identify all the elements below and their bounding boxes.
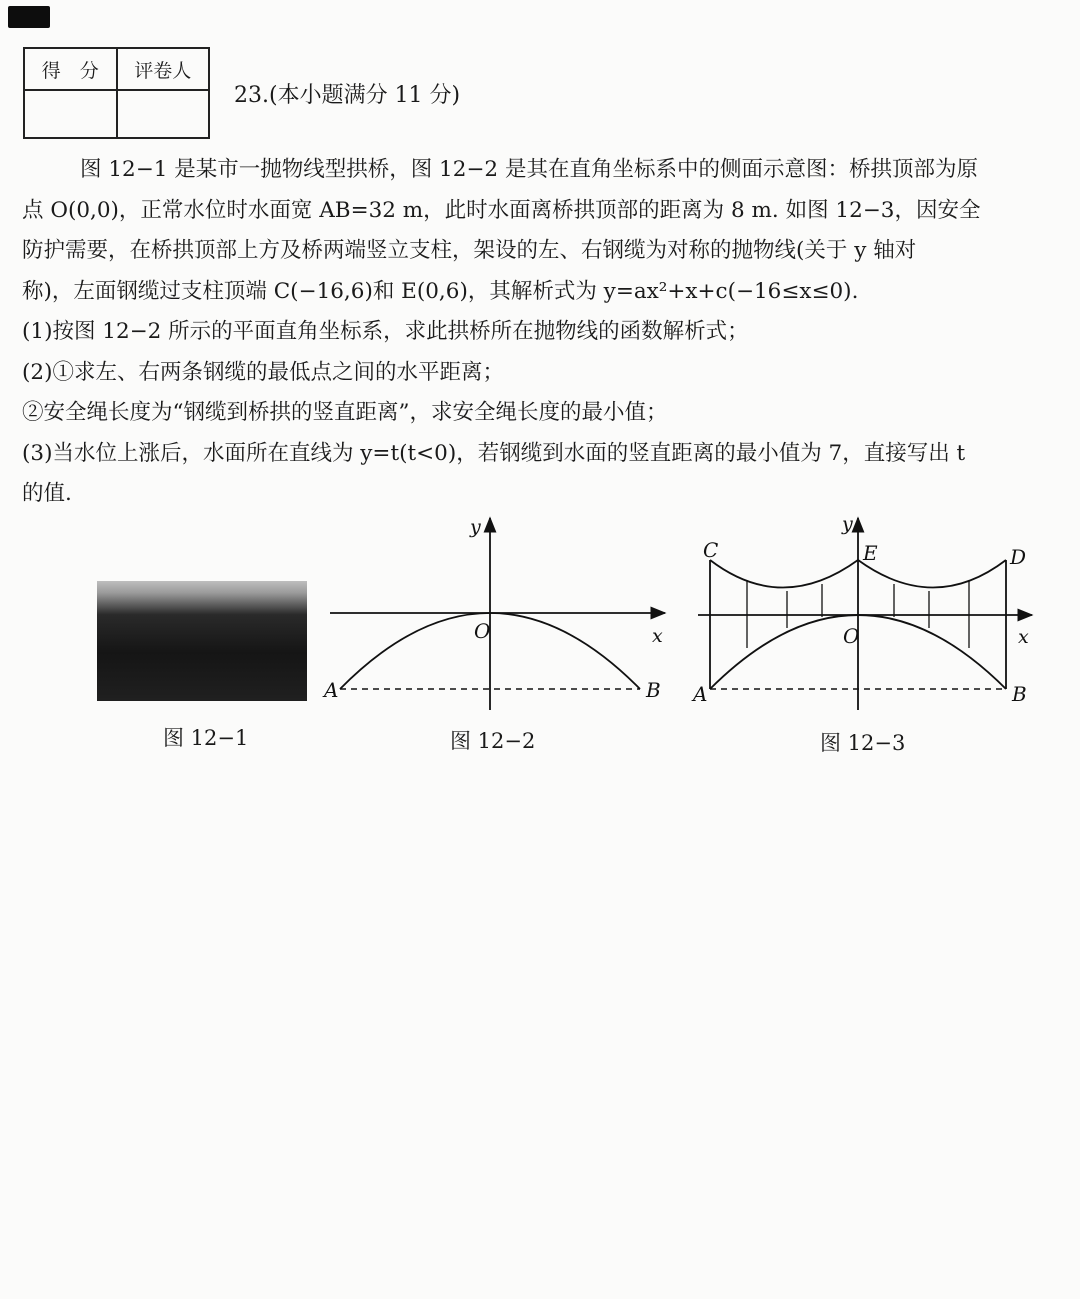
redacted-block xyxy=(8,6,50,28)
score-header-grader: 评卷人 xyxy=(117,48,210,90)
stem-line: 点 O(0,0)，正常水位时水面宽 AB=32 m，此时水面离桥拱顶部的距离为 8 m. 如图 12−3，因安全 xyxy=(22,197,981,223)
score-cell-grader xyxy=(117,90,210,138)
fig3-point-A: A xyxy=(693,682,708,706)
score-header-points: 得 分 xyxy=(24,48,117,90)
question-heading: 23.(本小题满分 11 分) xyxy=(234,83,461,108)
fig2-caption: 图 12−2 xyxy=(450,729,536,753)
fig3-point-E: E xyxy=(863,541,878,565)
part-2-1: (2)①求左、右两条钢缆的最低点之间的水平距离； xyxy=(22,359,504,385)
fig3-point-D: D xyxy=(1010,545,1027,569)
fig3-y-label: y xyxy=(842,513,853,535)
part-3: (3)当水位上涨后，水面所在直线为 y=t(t<0)，若钢缆到水面的竖直距离的最小值为 7，直接写出 t xyxy=(22,440,966,466)
stem-line: 防护需要，在桥拱顶部上方及桥两端竖立支柱，架设的左、右钢缆为对称的抛物线(关于 y 轴对 xyxy=(22,238,917,263)
fig3-caption: 图 12−3 xyxy=(820,731,906,755)
score-cell-points xyxy=(24,90,117,138)
fig2-point-A: A xyxy=(324,678,339,702)
stem-line: 图 12−1 是某市一抛物线型拱桥，图 12−2 是其在直角坐标系中的侧面示意图：桥拱顶部为原 xyxy=(80,157,978,182)
fig2-y-label: y xyxy=(470,516,481,538)
fig3-point-B: B xyxy=(1012,682,1027,706)
part-1: (1)按图 12−2 所示的平面直角坐标系，求此拱桥所在抛物线的函数解析式； xyxy=(22,319,749,344)
figures-svg xyxy=(0,500,1080,720)
fig1-caption: 图 12−1 xyxy=(163,726,249,750)
fig2-diagram xyxy=(330,518,665,710)
fig2-origin-label: O xyxy=(474,619,491,643)
fig2-point-B: B xyxy=(646,678,661,702)
question-body xyxy=(22,150,1032,515)
fig3-x-label: x xyxy=(1018,626,1029,648)
part-3-cont: 的值. xyxy=(22,481,72,506)
score-table xyxy=(23,47,210,139)
fig3-right-cable xyxy=(858,560,1006,588)
stem-line: 称)，左面钢缆过支柱顶端 C(−16,6)和 E(0,6)，其解析式为 y=ax²+x+c(−16≤x≤0). xyxy=(22,278,859,304)
fig3-point-C: C xyxy=(703,538,719,562)
part-2-2: ②安全绳长度为“钢缆到桥拱的竖直距离”，求安全绳长度的最小值； xyxy=(22,400,668,425)
fig2-x-label: x xyxy=(652,625,663,647)
fig3-left-cable xyxy=(710,560,858,588)
fig3-origin-label: O xyxy=(843,624,860,648)
